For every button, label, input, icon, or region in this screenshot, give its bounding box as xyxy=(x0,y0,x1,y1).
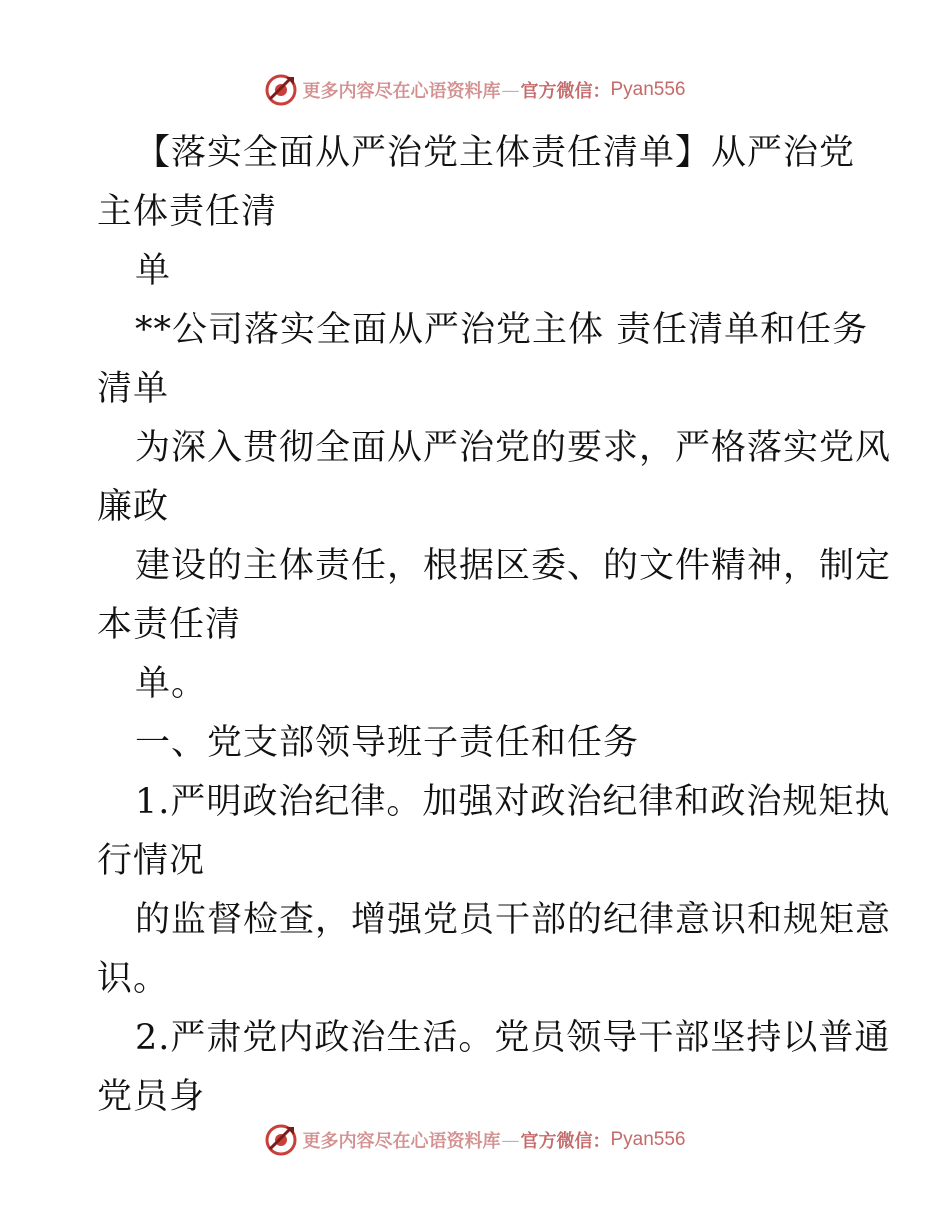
doc-line: 本责任清 xyxy=(97,605,242,645)
doc-line: 廉政 xyxy=(97,487,170,527)
doc-line: 的监督检查，增强党员干部的纪律意识和规矩意 xyxy=(135,900,892,940)
header-watermark-id: Pyan556 xyxy=(610,79,686,100)
doc-line: 单。 xyxy=(135,664,208,704)
doc-line: **公司落实全面从严治党主体 责任清单和任务 xyxy=(135,310,869,350)
doc-line: 清单 xyxy=(97,369,170,409)
footer-watermark xyxy=(0,1120,950,1160)
footer-watermark-lead: 更多内容尽在心语资料库 xyxy=(302,1131,501,1152)
doc-line: 党员身 xyxy=(97,1077,206,1117)
doc-line: 建设的主体责任，根据区委、的文件精神，制定 xyxy=(135,546,892,586)
doc-line: 为深入贯彻全面从严治党的要求，严格落实党风 xyxy=(135,428,892,468)
doc-line: 主体责任清 xyxy=(97,192,278,232)
doc-line: 1.严明政治纪律。加强对政治纪律和政治规矩执 xyxy=(135,782,891,822)
header-watermark-lead: 更多内容尽在心语资料库 xyxy=(302,81,501,102)
doc-line: 识。 xyxy=(97,959,170,999)
doc-line-title: 【落实全面从严治党主体责任清单】从严治党 xyxy=(135,133,856,173)
document-body xyxy=(97,124,892,1127)
footer-watermark-dash: — xyxy=(501,1129,520,1151)
doc-line: 行情况 xyxy=(97,841,206,881)
header-watermark-tail: 官方微信： xyxy=(520,81,611,102)
brand-logo-icon xyxy=(264,1123,298,1157)
brand-logo-icon xyxy=(264,73,298,107)
header-watermark xyxy=(0,70,950,110)
doc-line: 2.严肃党内政治生活。党员领导干部坚持以普通 xyxy=(135,1018,891,1058)
footer-watermark-tail: 官方微信： xyxy=(520,1131,611,1152)
footer-watermark-id: Pyan556 xyxy=(610,1129,686,1150)
doc-line: 单 xyxy=(135,251,172,291)
header-watermark-dash: — xyxy=(501,79,520,101)
doc-line-section-heading: 一、党支部领导班子责任和任务 xyxy=(135,723,640,763)
